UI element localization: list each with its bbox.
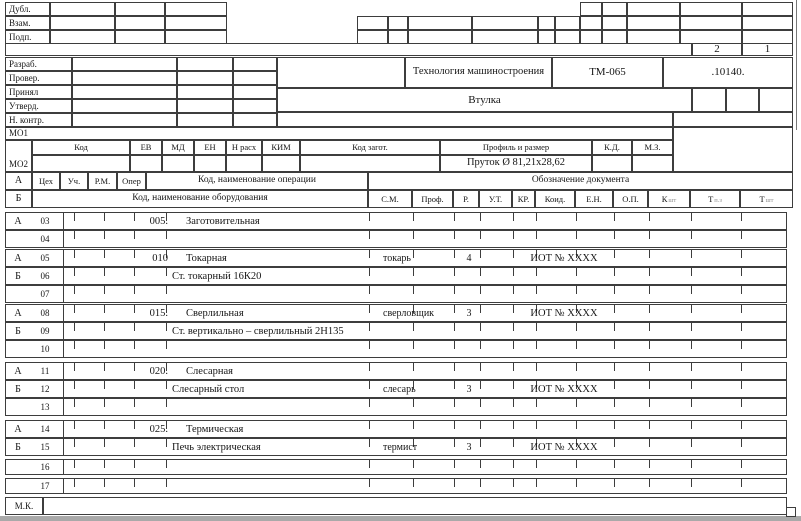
cell-ticks	[74, 286, 75, 294]
table-row	[5, 478, 787, 494]
empty-cell	[233, 57, 277, 71]
material-header-nrash: Н расх	[226, 140, 262, 155]
bottom-scroll-strip	[0, 516, 801, 521]
group-code: ТМ-065	[552, 57, 663, 88]
operation-name: Заготовительная	[186, 215, 260, 227]
empty-cell	[130, 155, 162, 172]
empty-cell	[115, 16, 165, 30]
col-tsht	[740, 190, 793, 208]
divider	[63, 439, 64, 455]
table-row	[5, 438, 787, 456]
table-row	[5, 285, 787, 303]
empty-cell	[680, 30, 742, 44]
divider	[63, 421, 64, 437]
blank-profile-value: Пруток Ø 81,21х28,62	[440, 155, 592, 172]
row-type: А	[14, 423, 22, 435]
col-en: Е.Н.	[575, 190, 613, 208]
divider	[63, 250, 64, 266]
empty-cell	[72, 113, 177, 127]
col-r: Р.	[453, 190, 479, 208]
empty-cell	[538, 30, 555, 44]
empty-cell	[115, 30, 165, 44]
cell-ticks	[74, 305, 75, 313]
empty-band	[5, 43, 692, 56]
operation-name: Слесарная	[186, 365, 233, 377]
empty-cell	[632, 155, 673, 172]
col-sm: С.М.	[368, 190, 412, 208]
operation-number: 025.	[149, 423, 168, 435]
material-header-ev: ЕВ	[130, 140, 162, 155]
equipment-name: Ст. токарный 16К20	[172, 270, 262, 282]
equipment-name: Печь электрическая	[172, 441, 261, 453]
equipment-name: Слесарный стол	[172, 383, 245, 395]
cell-ticks	[74, 231, 75, 239]
sign-label-nkontr: Н. контр.	[5, 113, 72, 127]
empty-cell	[233, 99, 277, 113]
empty-cell	[162, 155, 194, 172]
row-number: 05	[40, 253, 50, 263]
empty-cell	[233, 85, 277, 99]
empty-cell	[177, 57, 233, 71]
resize-corner-box	[786, 507, 796, 517]
material-header-mz: М.З.	[632, 140, 673, 155]
empty-cell	[472, 16, 538, 30]
row-number: 08	[40, 308, 50, 318]
row-number: 10	[40, 344, 50, 354]
empty-cell	[759, 88, 793, 112]
empty-cell	[472, 30, 538, 44]
empty-cell	[277, 57, 405, 88]
empty-cell	[726, 88, 759, 112]
operation-number: 020.	[149, 365, 168, 377]
grade: 4	[466, 252, 472, 264]
empty-cell	[742, 2, 793, 16]
row-type: А	[14, 365, 22, 377]
empty-cell	[50, 16, 115, 30]
empty-cell	[580, 2, 602, 16]
col-ksht-base: К	[661, 193, 668, 204]
empty-cell	[226, 155, 262, 172]
row-type: Б	[15, 325, 21, 337]
col-prof: Проф.	[412, 190, 453, 208]
sheet-number: 2	[692, 43, 742, 56]
empty-cell	[262, 155, 300, 172]
cell-ticks	[74, 381, 75, 389]
empty-cell	[555, 30, 580, 44]
material-header-kod: Код	[32, 140, 130, 155]
col-kr: КР.	[512, 190, 535, 208]
corner-label-dubl: Дубл.	[5, 2, 50, 16]
col-tpz	[690, 190, 740, 208]
empty-cell	[177, 113, 233, 127]
divider	[63, 341, 64, 357]
empty-cell	[580, 16, 602, 30]
empty-cell	[233, 113, 277, 127]
col-tsht-sub: шт	[765, 196, 774, 204]
mk-label: М.К.	[5, 497, 43, 515]
col-koid: Коид.	[535, 190, 575, 208]
cell-ticks	[74, 250, 75, 258]
profession: слесарь	[383, 383, 416, 395]
col-tsht-base: Т	[759, 193, 765, 204]
operation-number: 015.	[149, 307, 168, 319]
material-header-kim: КИМ	[262, 140, 300, 155]
page-edge-line	[796, 0, 797, 130]
cell-ticks	[74, 421, 75, 429]
sign-label-prinyal: Принял	[5, 85, 72, 99]
cell-ticks	[74, 268, 75, 276]
divider	[63, 381, 64, 397]
row-type: Б	[15, 383, 21, 395]
col-doc-designation: Обозначение документа	[368, 172, 793, 190]
empty-cell	[408, 16, 472, 30]
table-row	[5, 340, 787, 358]
divider	[63, 231, 64, 247]
empty-cell	[602, 16, 627, 30]
empty-cell	[177, 85, 233, 99]
empty-cell	[115, 2, 165, 16]
empty-cell	[165, 30, 227, 44]
row-type: Б	[15, 441, 21, 453]
divider	[63, 213, 64, 229]
empty-cell	[43, 497, 787, 515]
material-header-en: ЕН	[194, 140, 226, 155]
equipment-name: Ст. вертикально – сверлильный 2Н135	[172, 325, 344, 337]
org-name: Технология машиностроения	[405, 57, 552, 88]
empty-cell	[50, 30, 115, 44]
col-ut: У.Т.	[479, 190, 512, 208]
empty-cell	[388, 16, 408, 30]
col-uch: Уч.	[60, 172, 88, 190]
col-ksht	[648, 190, 690, 208]
cell-ticks	[74, 439, 75, 447]
operation-name: Токарная	[186, 252, 227, 264]
table-row	[5, 459, 787, 475]
empty-cell	[32, 155, 130, 172]
profession: токарь	[383, 252, 411, 264]
row-type: А	[14, 307, 22, 319]
row-number: 03	[40, 216, 50, 226]
table-row	[5, 230, 787, 248]
empty-cell	[592, 155, 632, 172]
operation-name: Сверлильная	[186, 307, 244, 319]
cell-ticks	[74, 363, 75, 371]
table-row	[5, 249, 787, 267]
empty-cell	[194, 155, 226, 172]
cell-ticks	[74, 323, 75, 331]
sheets-total: 1	[742, 43, 793, 56]
operation-number: 005.	[149, 215, 168, 227]
empty-cell	[673, 112, 793, 127]
empty-cell	[177, 99, 233, 113]
row-number: 07	[40, 289, 50, 299]
empty-cell	[357, 30, 388, 44]
table-row	[5, 380, 787, 398]
row-type: А	[14, 215, 22, 227]
empty-cell	[300, 155, 440, 172]
col-tpz-base: Т	[708, 193, 714, 204]
row-number: 06	[40, 271, 50, 281]
material-header-kd: К.Д.	[592, 140, 632, 155]
sign-label-razrab: Разраб.	[5, 57, 72, 71]
grade: 3	[466, 441, 472, 453]
sign-label-prover: Провер.	[5, 71, 72, 85]
mo2-label: МО2	[5, 140, 32, 172]
col-ksht-sub: шт	[668, 196, 677, 204]
operation-name: Термическая	[186, 423, 244, 435]
divider	[63, 305, 64, 321]
empty-cell	[72, 85, 177, 99]
empty-cell	[673, 127, 793, 172]
material-header-profil: Профиль и размер	[440, 140, 592, 155]
empty-cell	[72, 99, 177, 113]
divider	[63, 323, 64, 339]
empty-cell	[680, 2, 742, 16]
part-name: Втулка	[277, 88, 692, 112]
document-ref: ИОТ № ХХХХ	[530, 252, 598, 264]
divider	[63, 460, 64, 474]
table-row	[5, 420, 787, 438]
document-ref: ИОТ № ХХХХ	[530, 383, 598, 395]
empty-cell	[742, 16, 793, 30]
table-row	[5, 304, 787, 322]
corner-label-vzam: Взам.	[5, 16, 50, 30]
row-number: 04	[40, 234, 50, 244]
empty-cell	[692, 88, 726, 112]
empty-cell	[357, 16, 388, 30]
row-number: 16	[40, 462, 50, 472]
empty-cell	[742, 30, 793, 44]
cell-ticks	[74, 460, 75, 468]
grade: 3	[466, 307, 472, 319]
row-number: 15	[40, 442, 50, 452]
row-number: 11	[40, 366, 50, 376]
cell-ticks	[74, 213, 75, 221]
document-code: .10140.	[663, 57, 793, 88]
divider	[63, 268, 64, 284]
divider	[63, 363, 64, 379]
row-number: 17	[40, 481, 50, 491]
empty-cell	[50, 2, 115, 16]
empty-cell	[177, 71, 233, 85]
document-ref: ИОТ № ХХХХ	[530, 307, 598, 319]
material-header-kodzagot: Код загот.	[300, 140, 440, 155]
col-operation-name: Код, наименование операции	[146, 172, 368, 190]
empty-cell	[555, 16, 580, 30]
row-number: 14	[40, 424, 50, 434]
profession: термист	[383, 441, 418, 453]
empty-cell	[602, 2, 627, 16]
profession: сверловщик	[383, 307, 435, 319]
empty-cell	[165, 2, 227, 16]
operation-number: 010	[152, 252, 168, 264]
empty-cell	[388, 30, 408, 44]
row-type: Б	[15, 270, 21, 282]
row-number: 09	[40, 326, 50, 336]
grade: 3	[466, 383, 472, 395]
col-op: О.П.	[613, 190, 648, 208]
row-a-letter: А	[5, 172, 32, 190]
empty-cell	[580, 30, 602, 44]
cell-ticks	[74, 479, 75, 487]
empty-cell	[627, 30, 680, 44]
cell-ticks	[74, 341, 75, 349]
table-row	[5, 267, 787, 285]
empty-cell	[602, 30, 627, 44]
empty-cell	[408, 30, 472, 44]
empty-cell	[538, 16, 555, 30]
empty-cell	[627, 16, 680, 30]
material-header-md: МД	[162, 140, 194, 155]
table-row	[5, 212, 787, 230]
row-number: 12	[40, 384, 50, 394]
table-row	[5, 322, 787, 340]
corner-label-podp: Подп.	[5, 30, 50, 44]
empty-cell	[277, 112, 673, 127]
col-equipment-name: Код, наименование оборудования	[32, 190, 368, 208]
table-row	[5, 362, 787, 380]
empty-cell	[165, 16, 227, 30]
divider	[63, 286, 64, 302]
col-ceh: Цех	[32, 172, 60, 190]
col-rm: Р.М.	[88, 172, 117, 190]
empty-cell	[233, 71, 277, 85]
empty-cell	[627, 2, 680, 16]
empty-cell	[72, 71, 177, 85]
sign-label-utverd: Утверд.	[5, 99, 72, 113]
cell-ticks	[74, 399, 75, 407]
divider	[63, 479, 64, 493]
row-number: 13	[40, 402, 50, 412]
table-row	[5, 398, 787, 416]
empty-cell	[680, 16, 742, 30]
empty-cell	[72, 57, 177, 71]
col-tpz-sub: п.з	[714, 196, 722, 204]
row-type: А	[14, 252, 22, 264]
divider	[63, 399, 64, 415]
row-b-letter: Б	[5, 190, 32, 208]
col-oper: Опер	[117, 172, 146, 190]
mo1-row: МО1	[5, 127, 673, 140]
document-ref: ИОТ № ХХХХ	[530, 441, 598, 453]
